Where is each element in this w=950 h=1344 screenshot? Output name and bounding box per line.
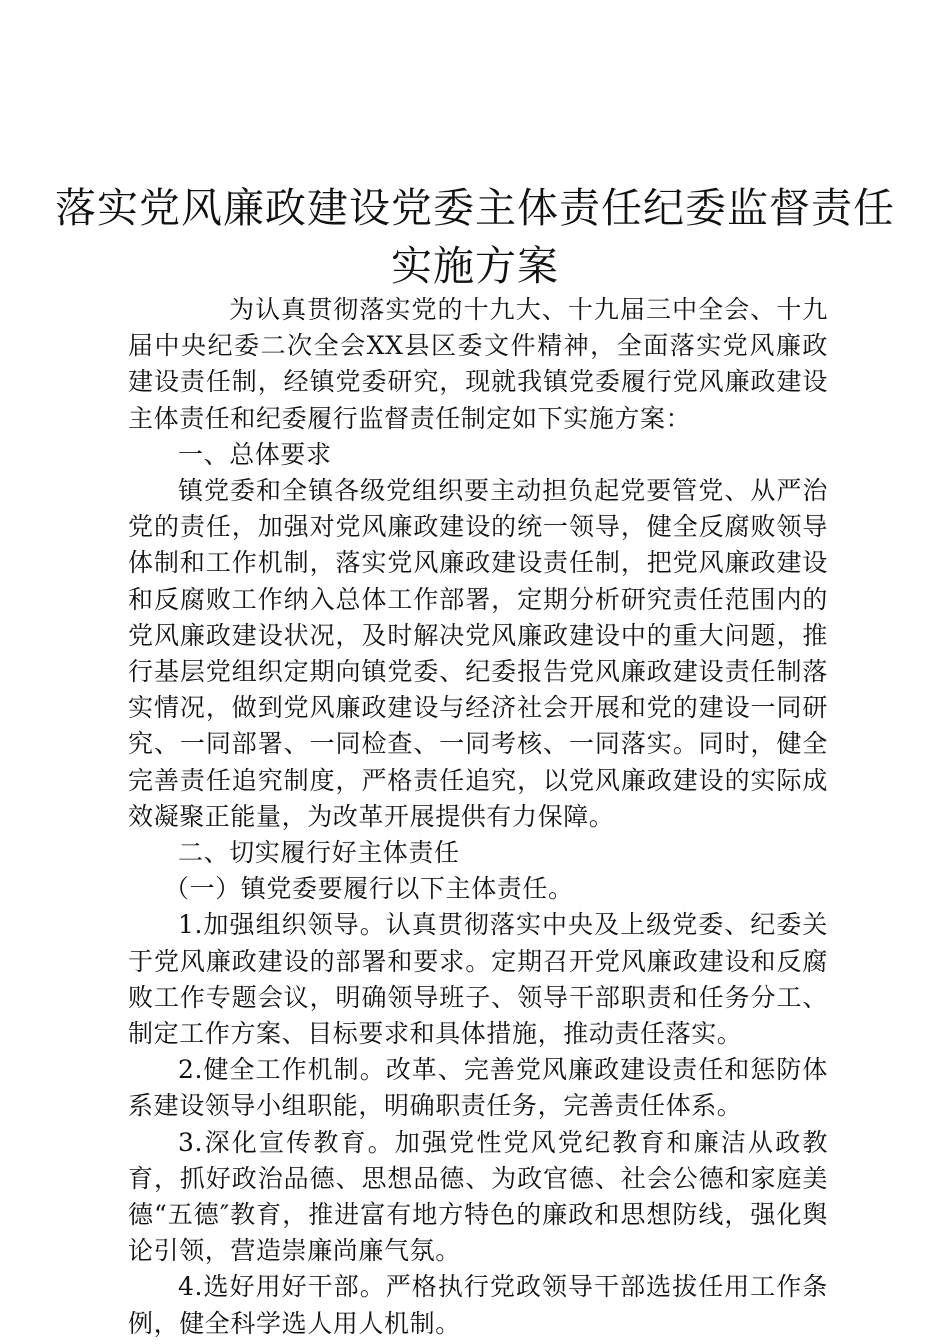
section-2-heading: 二、切实履行好主体责任 bbox=[178, 838, 460, 868]
section-1-heading: 一、总体要求 bbox=[178, 439, 332, 469]
document-title-line-1: 落实党风廉政建设党委主体责任纪委监督责任 bbox=[55, 184, 895, 232]
list-item-2: 2.健全工作机制。改革、完善党风廉政建设责任和惩防体系建设领导小组职能，明确职责任务，完善责任体系。 bbox=[128, 1055, 828, 1121]
document-body bbox=[128, 292, 828, 1342]
section-1-paragraph: 镇党委和全镇各级党组织要主动担负起党要管党、从严治党的责任，加强对党风廉政建设的统一领导，健全反腐败领导体制和工作机制，落实党风廉政建设责任制，把党风廉政建设和反腐败工作纳入总体工作部署，定期分析研究责任范围内的党风廉政建设状况，及时解决党风廉政建设中的重大问题，推行基层党组织定期向镇党委、纪委报告党风廉政建设责任制落实情况，做到党风廉政建设与经济社会开展和党的建设一同研究、一同部署、一同检查、一同考核、一同落实。同时，健全完善责任追究制度，严格责任追究，以党风廉政建设的实际成效凝聚正能量，为改革开展提供有力保障。 bbox=[128, 476, 828, 831]
list-item-1: 1.加强组织领导。认真贯彻落实中央及上级党委、纪委关于党风廉政建设的部署和要求。定期召开党风廉政建设和反腐败工作专题会议，明确领导班子、领导干部职责和任务分工、制定工作方案、目标要求和具体措施，推动责任落实。 bbox=[128, 910, 828, 1049]
list-item-4: 4.选好用好干部。严格执行党政领导干部选拔任用工作条例，健全科学选人用人机制。 bbox=[128, 1272, 828, 1338]
section-2-subheading: （一）镇党委要履行以下主体责任。 bbox=[164, 874, 574, 904]
intro-paragraph: 为认真贯彻落实党的十九大、十九届三中全会、十九届中央纪委二次全会XX县区委文件精神，全面落实党风廉政建设责任制，经镇党委研究，现就我镇党委履行党风廉政建设主体责任和纪委履行监督责任制定如下实施方案： bbox=[128, 295, 828, 433]
list-item-3: 3.深化宣传教育。加强党性党风党纪教育和廉洁从政教育，抓好政治品德、思想品德、为政官德、社会公德和家庭美德“五德″教育，推进富有地方特色的廉政和思想防线，强化舆论引领，营造崇廉尚廉气氛。 bbox=[128, 1127, 828, 1266]
document-title-line-2: 实施方案 bbox=[391, 242, 559, 290]
